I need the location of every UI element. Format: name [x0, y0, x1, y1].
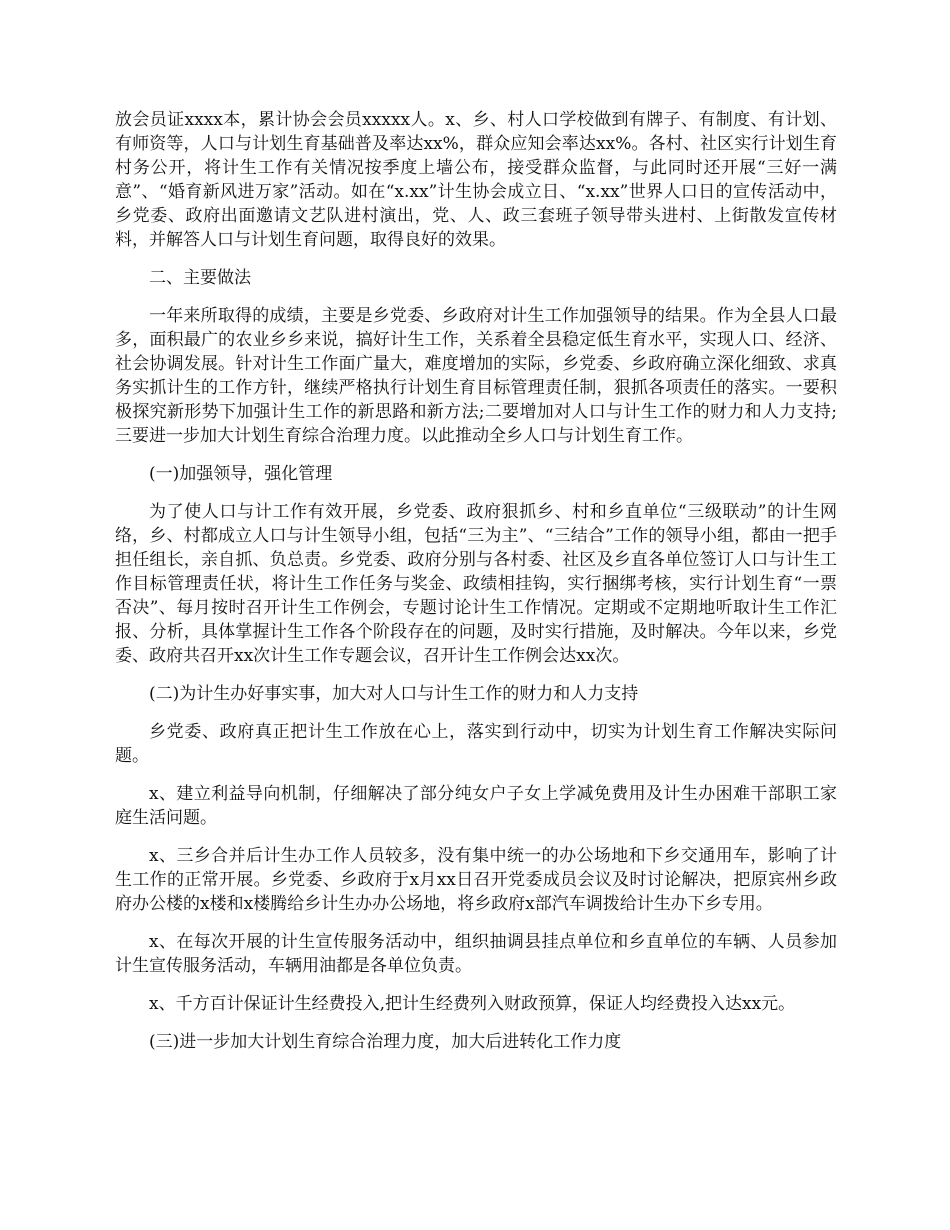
paragraph-intro-continued: 放会员证xxxx本，累计协会会员xxxxx人。x、乡、村人口学校做到有牌子、有制度、有计划、有师资等，人口与计划生育基础普及率达xx%，群众应知会率达xx%。各村、社区实行计划生育村务公开，将计生工作有关情况按季度上墙公布，接受群众监督，与此同时还开展“三好一满意”、“婚育新风进万家”活动。如在“x.xx”计生协会成立日、“x.xx”世界人口日的宣传活动中，乡党委、政府出面邀请文艺队进村演出，党、人、政三套班子领导带头进村、上街散发宣传材料，并解答人口与计划生育问题，取得良好的效果。	[115, 110, 837, 250]
list-item-vehicles: x、在每次开展的计生宣传服务活动中，组织抽调县挂点单位和乡直单位的车辆、人员参加计生宣传服务活动，车辆用油都是各单位负责。	[115, 932, 837, 976]
subheading-comprehensive-governance: (三)进一步加大计划生育综合治理力度，加大后进转化工作力度	[149, 1032, 622, 1052]
subheading-support: (二)为计生办好事实事，加大对人口与计生工作的财力和人力支持	[149, 684, 639, 704]
list-item-office-space: x、三乡合并后计生办工作人员较多，没有集中统一的办公场地和下乡交通用车，影响了计生工作的正常开展。乡党委、乡政府于x月xx日召开党委成员会议及时讨论解决，把原宾州乡政府办公楼的x楼和x楼腾给乡计生办办公场地，将乡政府x部汽车调拨给计生办下乡专用。	[115, 846, 837, 914]
paragraph-leadership: 为了使人口与计工作有效开展，乡党委、政府狠抓乡、村和乡直单位“三级联动”的计生网络，乡、村都成立人口与计生领导小组，包括“三为主”、“三结合”工作的领导小组，都由一把手担任组长，亲自抓、负总责。乡党委、政府分别与各村委、社区及乡直各单位签订人口与计生工作目标管理责任状，将计生工作任务与奖金、政绩相挂钩，实行捆绑考核，实行计划生育“一票否决”、每月按时召开计生工作例会，专题讨论计生工作情况。定期或不定期地听取计生工作汇报、分析，具体掌握计生工作各个阶段存在的问题，及时实行措施，及时解决。今年以来，乡党委、政府共召开xx次计生工作专题会议，召开计生工作例会达xx次。	[115, 502, 837, 666]
subheading-leadership: (一)加强领导，强化管理	[149, 464, 333, 484]
section-heading-main-practices: 二、主要做法	[149, 268, 251, 288]
paragraph-support-intro: 乡党委、政府真正把计生工作放在心上，落实到行动中，切实为计划生育工作解决实际问题。	[115, 722, 837, 766]
list-item-incentive-mechanism: x、建立利益导向机制，仔细解决了部分纯女户子女上学减免费用及计生办困难干部职工家庭生活问题。	[115, 784, 837, 828]
document-body	[115, 108, 837, 1068]
paragraph-practices-overview: 一年来所取得的成绩，主要是乡党委、乡政府对计生工作加强领导的结果。作为全县人口最多，面积最广的农业乡乡来说，搞好计生工作，关系着全县稳定低生育水平，实现人口、经济、社会协调发展。针对计生工作面广量大，难度增加的实际，乡党委、乡政府确立深化细致、求真务实抓计生的工作方针，继续严格执行计划生育目标管理责任制，狠抓各项责任的落实。一要积极探究新形势下加强计生工作的新思路和新方法;二要增加对人口与计生工作的财力和人力支持;三要进一步加大计划生育综合治理力度。以此推动全乡人口与计划生育工作。	[115, 306, 837, 446]
list-item-funding: x、千方百计保证计生经费投入,把计生经费列入财政预算，保证人均经费投入达xx元。	[149, 994, 796, 1014]
